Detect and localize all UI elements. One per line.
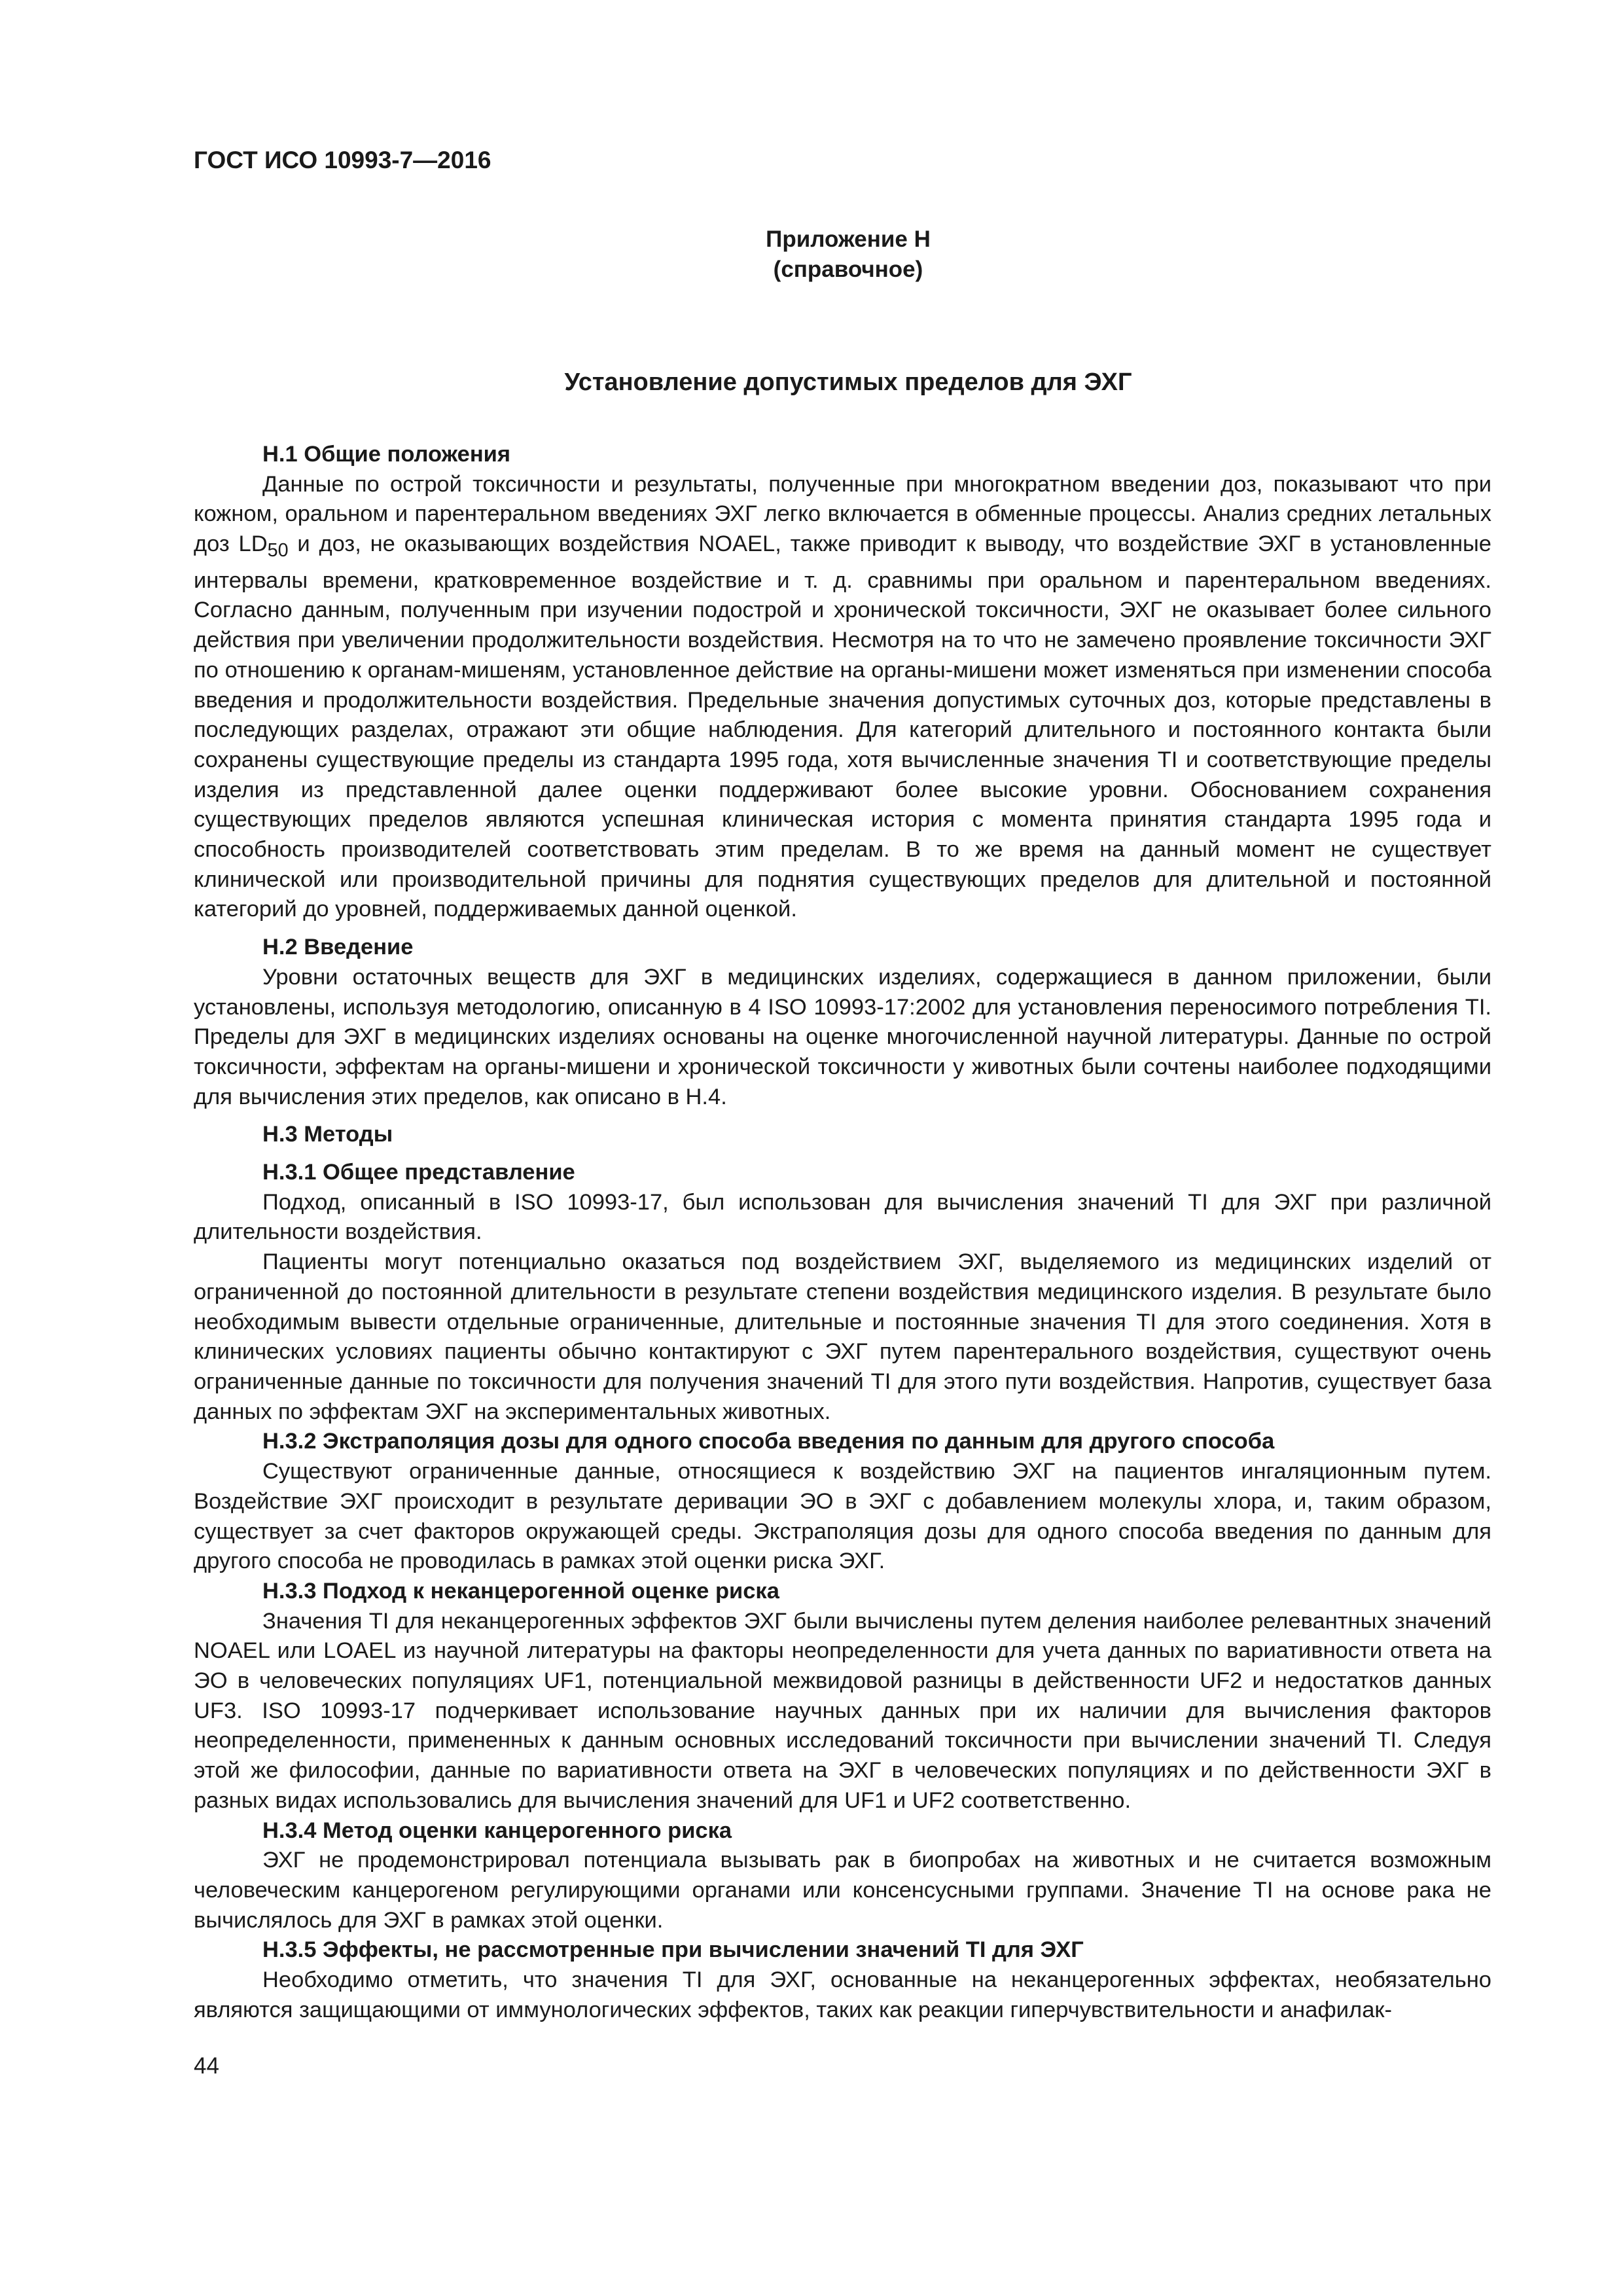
subsection-heading-h3-5: Н.3.5 Эффекты, не рассмотренные при вычислении значений TI для ЭХГ	[262, 1937, 1084, 1963]
section-heading-h1: Н.1 Общие положения	[262, 442, 511, 467]
appendix-label-block	[0, 224, 1623, 285]
subsection-h3-1-paragraph-1: Подход, описанный в ISO 10993-17, был использован для вычисления значений TI для ЭХГ при различной длительности воздействия.	[194, 1189, 1491, 1245]
section-heading-h2: Н.2 Введение	[262, 935, 414, 960]
appendix-label: Приложение Н	[766, 226, 931, 252]
document-code-header: ГОСТ ИСО 10993-7—2016	[194, 147, 491, 173]
section-heading-h3: Н.3 Методы	[262, 1122, 393, 1147]
subsection-heading-h3-4: Н.3.4 Метод оценки канцерогенного риска	[262, 1818, 732, 1843]
subsection-h3-4-paragraph-1: ЭХГ не продемонстрировал потенциала вызывать рак в биопробах на животных и не считается возможным человеческим канцерогеном регулирующими органами или консенсусными группами. Значение TI на основе рака не вычислялось для ЭХГ в рамках этой оценки.	[194, 1848, 1491, 1933]
section-h1-paragraph-1	[194, 470, 1491, 925]
subsection-heading-h3-3: Н.3.3 Подход к неканцерогенной оценке риска	[262, 1578, 779, 1604]
ld50-subscript: 50	[267, 540, 289, 561]
subsection-h3-2-paragraph-1: Существуют ограниченные данные, относящиеся к воздействию ЭХГ на пациентов ингаляционным путем. Воздействие ЭХГ происходит в результате деривации ЭО в ЭХГ с добавлением молекулы хлора, и, таким образом, существует за счет факторов окружающей среды. Экстраполяция дозы для одного способа введения по данным для другого способа не проводилась в рамках этой оценки риска ЭХГ.	[194, 1459, 1491, 1574]
subsection-heading-h3-1: Н.3.1 Общее представление	[262, 1160, 575, 1185]
appendix-title: Установление допустимых пределов для ЭХГ	[564, 368, 1132, 396]
paragraph-text: Данные по острой токсичности и результаты, полученные при многократном введении доз, показывают что при кожном, оральном и парентеральном введениях ЭХГ легко включается в обменные процессы. Анализ средних летальных доз LD	[194, 471, 1491, 557]
paragraph-text: и доз, не оказывающих воздействия NOAEL, также приводит к выводу, что воздействие ЭХГ в установленные интервалы времени, кратковременное воздействие и т. д. сравнимы при оральном и парентеральном введениях. Согласно данным, полученным при изучении подострой и хронической токсичности, ЭХГ не оказывает более сильного действия при увеличении продолжительности воздействия. Несмотря на то что не замечено проявление токсичности ЭХГ по отношению к органам-мишеням, установленное действие на органы-мишени может изменяться при изменении способа введения и продолжительности воздействия. Предельные значения допустимых суточных доз, которые представлены в последующих разделах, отражают эти общие наблюдения. Для категорий длительного и постоянного контакта были сохранены существующие пределы из стандарта 1995 года, хотя вычисленные значения TI и соответствующие пределы изделия из представленной далее оценки поддерживают более высокие уровни. Обоснованием сохранения существующих пределов являются успешная клиническая история с момента принятия стандарта 1995 года и способность производителей соответствовать этим пределам. В то же время на данный момент не существует клинической или производительной причины для поднятия существующих пределов для длительной и постоянной категорий до уровней, поддерживаемых данной оценкой.	[194, 531, 1491, 922]
appendix-note: (справочное)	[773, 257, 923, 282]
subsection-heading-h3-2: Н.3.2 Экстраполяция дозы для одного способа введения по данным для другого способа	[262, 1429, 1275, 1454]
subsection-h3-1-paragraph-2: Пациенты могут потенциально оказаться под воздействием ЭХГ, выделяемого из медицинских изделий от ограниченной до постоянной длительности в результате степени воздействия медицинского изделия. В результате было необходимым вывести отдельные ограниченные, длительные и постоянные значения TI для этого соединения. Хотя в клинических условиях пациенты обычно контактируют с ЭХГ путем парентерального воздействия, существуют очень ограниченные данные по токсичности для получения значений TI для этого пути воздействия. Напротив, существует база данных по эффектам ЭХГ на экспериментальных животных.	[194, 1249, 1491, 1424]
document-body	[194, 440, 1491, 2025]
subsection-h3-5-paragraph-1: Необходимо отметить, что значения TI для ЭХГ, основанные на неканцерогенных эффектах, необязательно являются защищающими от иммунологических эффектов, таких как реакции гиперчувствительности и анафилак-	[194, 1967, 1491, 2022]
page-number: 44	[194, 2053, 219, 2079]
subsection-h3-3-paragraph-1: Значения TI для неканцерогенных эффектов ЭХГ были вычислены путем деления наиболее релевантных значений NOAEL или LOAEL из научной литературы на факторы неопределенности для учета данных по вариативности ответа на ЭО в человеческих популяциях UF1, потенциальной межвидовой разницы в действенности UF2 и недостатков данных UF3. ISO 10993-17 подчеркивает использование научных данных при их наличии для вычисления факторов неопределенности, примененных к данным основных исследований токсичности при вычислении значений TI. Следуя этой же философии, данные по вариативности ответа на ЭХГ в человеческих популяциях и по действенности ЭХГ в разных видах использовались для вычисления значений для UF1 и UF2 соответственно.	[194, 1608, 1491, 1813]
section-h2-paragraph-1: Уровни остаточных веществ для ЭХГ в медицинских изделиях, содержащиеся в данном приложении, были установлены, используя методологию, описанную в 4 ISO 10993-17:2002 для установления переносимого потребления TI. Пределы для ЭХГ в медицинских изделиях основаны на оценке многочисленной научной литературы. Данные по острой токсичности, эффектам на органы-мишени и хронической токсичности у животных были сочтены наиболее подходящими для вычисления этих пределов, как описано в Н.4.	[194, 964, 1491, 1109]
